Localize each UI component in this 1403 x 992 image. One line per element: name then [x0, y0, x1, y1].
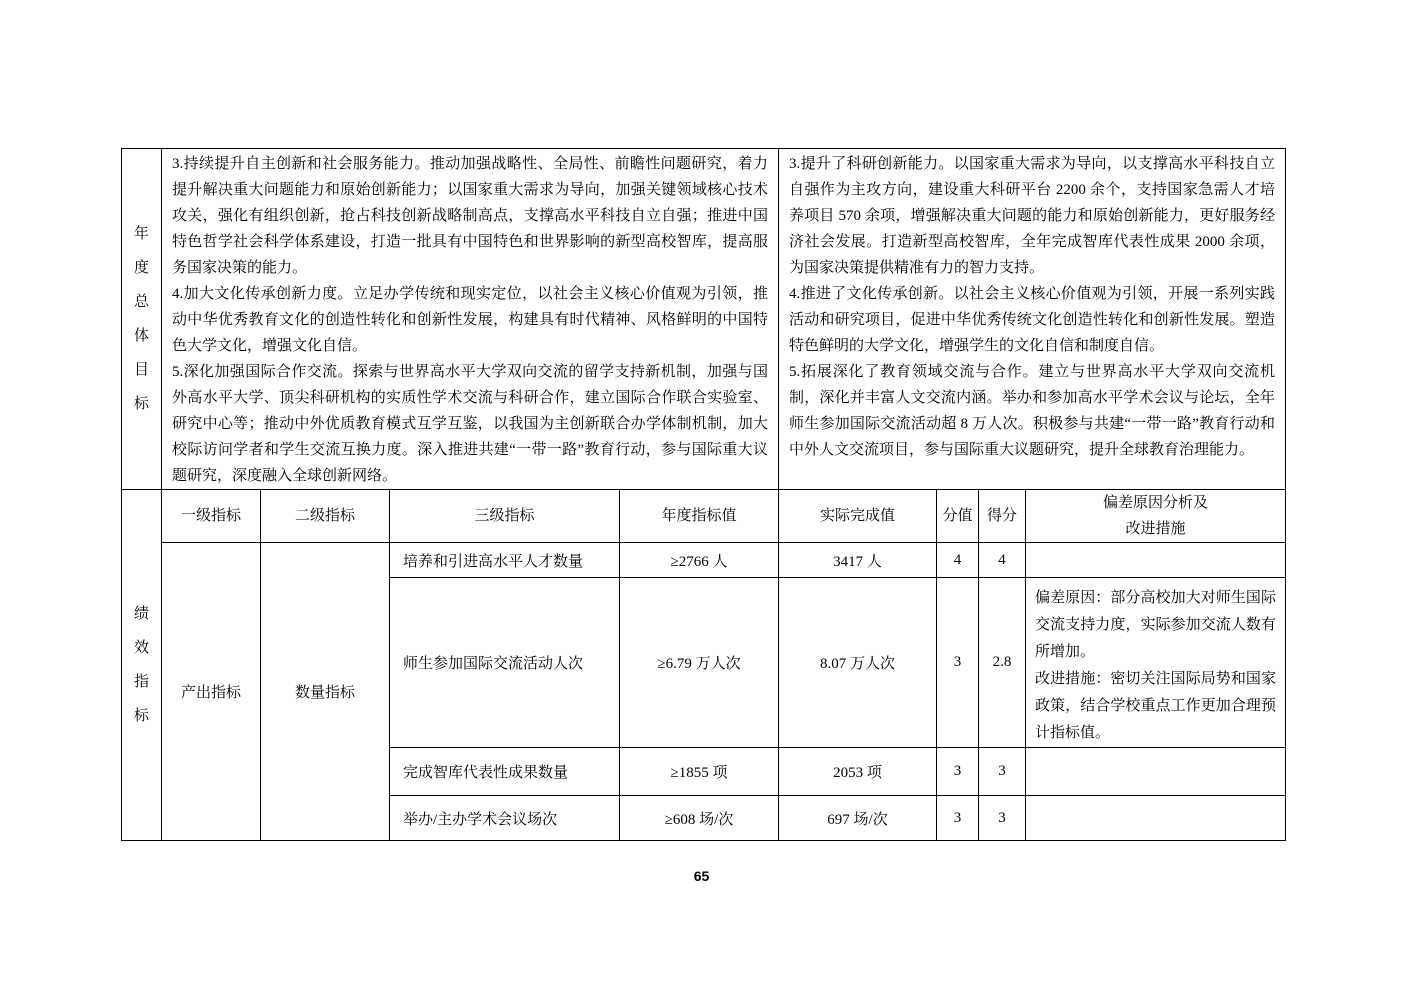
indicator-awarded: 2.8 — [979, 578, 1026, 748]
indicator-awarded: 3 — [979, 796, 1026, 841]
performance-indicators-section — [121, 489, 1286, 841]
header-annual-target: 年度指标值 — [620, 490, 779, 543]
annual-goals-results-cell — [779, 149, 1286, 490]
indicator-deviation — [1026, 796, 1286, 841]
page-number: 65 — [693, 868, 710, 884]
indicator-actual: 3417 人 — [779, 543, 937, 578]
indicator-name: 师生参加国际交流活动人次 — [390, 578, 620, 748]
indicator-name: 举办/主办学术会议场次 — [390, 796, 620, 841]
table-row — [122, 543, 1286, 578]
result-paragraph-4: 4.推进了文化传承创新。以社会主义核心价值观为引领，开展一系列实践活动和研究项目，促进中华优秀传统文化创造性转化和创新性发展。塑造特色鲜明的大学文化，增强学生的文化自信和制度自信。 — [789, 286, 1275, 354]
indicator-target: ≥6.79 万人次 — [620, 578, 779, 748]
indicator-actual: 697 场/次 — [779, 796, 937, 841]
indicator-awarded: 3 — [979, 748, 1026, 796]
indicator-deviation — [1026, 748, 1286, 796]
indicator-actual: 2053 项 — [779, 748, 937, 796]
indicator-name: 培养和引进高水平人才数量 — [390, 543, 620, 578]
result-paragraph-3: 3.提升了科研创新能力。以国家重大需求为导向，以支撑高水平科技自立自强作为主攻方向，建设重大科研平台 2200 余个，支持国家急需人才培养项目 570 余项，增强解决重大问题的能力和原始创新能力，更好服务经济社会发展。打造新型高校智库，全年完成智库代表性成果 2000 余项，为国家决策提供精准有力的智力支持。 — [789, 156, 1275, 276]
goal-paragraph-3: 3.持续提升自主创新和社会服务能力。推动加强战略性、全局性、前瞻性问题研究，着力提升解决重大问题能力和原始创新能力；以国家重大需求为导向，加强关键领域核心技术攻关，强化有组织创新，抢占科技创新战略制高点，支撑高水平科技自立自强；推进中国特色哲学社会科学体系建设，打造一批具有中国特色和世界影响的新型高校智库，提高服务国家决策的能力。 — [172, 156, 768, 276]
indicator-score: 3 — [937, 748, 979, 796]
header-level3: 三级指标 — [390, 490, 620, 543]
annual-goals-targets-cell — [162, 149, 779, 490]
annual-goals-section — [121, 148, 1286, 490]
annual-goals-row-label-cell — [122, 149, 162, 490]
indicator-target: ≥1855 项 — [620, 748, 779, 796]
header-deviation: 偏差原因分析及 改进措施 — [1026, 490, 1286, 543]
performance-row-label-cell — [122, 490, 162, 841]
evaluation-table — [121, 148, 1285, 841]
indicator-score: 3 — [937, 796, 979, 841]
indicator-deviation — [1026, 578, 1286, 748]
level2-value-cell: 数量指标 — [261, 543, 390, 841]
level1-value-cell: 产出指标 — [162, 543, 261, 841]
deviation-reason: 偏差原因：部分高校加大对师生国际交流支持力度，实际参加交流人数有所增加。 — [1035, 590, 1276, 660]
header-awarded: 得分 — [979, 490, 1026, 543]
header-level1: 一级指标 — [162, 490, 261, 543]
indicator-deviation — [1026, 543, 1286, 578]
result-paragraph-5: 5.拓展深化了教育领域交流与合作。建立与世界高水平大学双向交流机制，深化并丰富人文交流内涵。举办和参加高水平学术会议与论坛，全年师生参加国际交流活动超 8 万人次。积极参与共建“一带一路”教育行动和中外人文交流项目，参与国际重大议题研究，提升全球教育治理能力。 — [789, 364, 1275, 458]
indicator-score: 4 — [937, 543, 979, 578]
goal-paragraph-4: 4.加大文化传承创新力度。立足办学传统和现实定位，以社会主义核心价值观为引领，推动中华优秀教育文化的创造性转化和创新性发展，构建具有时代精神、风格鲜明的中国特色大学文化，增强文化自信。 — [172, 286, 768, 354]
indicator-actual: 8.07 万人次 — [779, 578, 937, 748]
indicator-awarded: 4 — [979, 543, 1026, 578]
deviation-improvement: 改进措施：密切关注国际局势和国家政策，结合学校重点工作更加合理预计指标值。 — [1035, 671, 1276, 741]
indicator-target: ≥2766 人 — [620, 543, 779, 578]
performance-label: 绩效指标 — [134, 606, 150, 724]
indicator-name: 完成智库代表性成果数量 — [390, 748, 620, 796]
indicator-target: ≥608 场/次 — [620, 796, 779, 841]
table-header-row — [122, 490, 1286, 543]
annual-goals-label: 年度总体目标 — [134, 226, 150, 412]
indicator-score: 3 — [937, 578, 979, 748]
header-score: 分值 — [937, 490, 979, 543]
header-level2: 二级指标 — [261, 490, 390, 543]
goal-paragraph-5: 5.深化加强国际合作交流。探索与世界高水平大学双向交流的留学支持新机制，加强与国外高水平大学、顶尖科研机构的实质性学术交流与科研合作，建立国际合作联合实验室、研究中心等；推动中外优质教育模式互学互鉴，以我国为主创新联合办学体制机制，加大校际访问学者和学生交流互换力度。深入推进共建“一带一路”教育行动，参与国际重大议题研究，深度融入全球创新网络。 — [172, 364, 768, 484]
header-actual: 实际完成值 — [779, 490, 937, 543]
